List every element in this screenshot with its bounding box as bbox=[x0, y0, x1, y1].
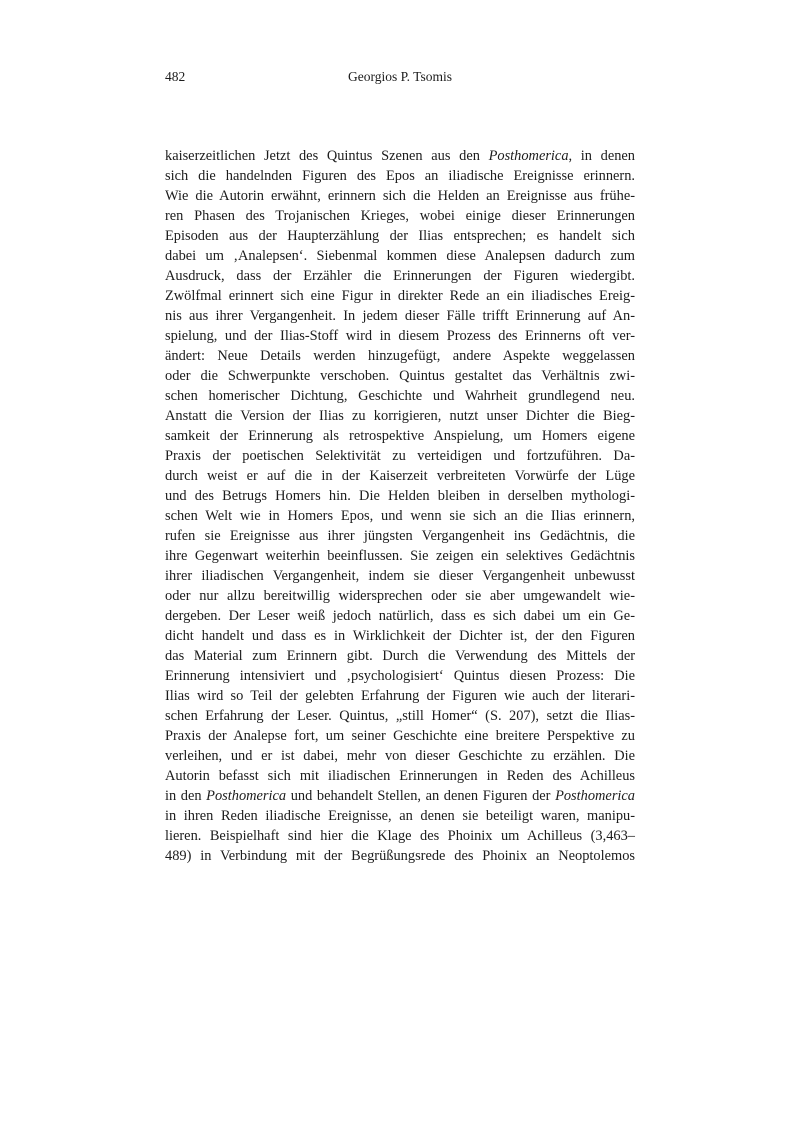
text-line: Wie die Autorin erwähnt, erinnern sich die Helden an Ereignisse aus frühe- bbox=[165, 188, 635, 204]
text-line: dicht handelt und dass es in Wirklichkeit der Dichter ist, der den Figuren bbox=[165, 628, 635, 644]
text-line: durch weist er auf die in der Kaiserzeit verbreiteten Vorwürfe der Lüge bbox=[165, 468, 635, 484]
text-line: ihre Gegenwart weiterhin beeinflussen. Sie zeigen ein selektives Gedächtnis bbox=[165, 548, 635, 564]
body-text bbox=[165, 146, 635, 866]
text-line: ändert: Neue Details werden hinzugefügt, andere Aspekte weggelassen bbox=[165, 348, 635, 364]
text-line: ren Phasen des Trojanischen Krieges, wobei einige dieser Erinnerungen bbox=[165, 208, 635, 224]
text-line: ihrer iliadischen Vergangenheit, indem sie dieser Vergangenheit unbewusst bbox=[165, 568, 635, 584]
text-line: verleihen, und er ist dabei, mehr von dieser Geschichte zu erzählen. Die bbox=[165, 748, 635, 764]
italic-text: Posthomerica bbox=[555, 788, 635, 804]
text-line: spielung, und der Ilias-Stoff wird in diesem Prozess des Erinnerns oft ver- bbox=[165, 328, 635, 344]
text-line: lieren. Beispielhaft sind hier die Klage des Phoinix um Achilleus (3,463– bbox=[165, 828, 635, 844]
running-head-author: Georgios P. Tsomis bbox=[348, 69, 452, 84]
text-line: dergeben. Der Leser weiß jedoch natürlich, dass es sich dabei um ein Ge- bbox=[165, 608, 635, 624]
page-number: 482 bbox=[165, 69, 186, 84]
italic-text: Posthomerica bbox=[488, 148, 569, 164]
text-line: Erinnerung intensiviert und ‚psychologisiert‘ Quintus diesen Prozess: Die bbox=[165, 668, 635, 684]
text-line: samkeit der Erinnerung als retrospektive Anspielung, um Homers eigene bbox=[165, 428, 635, 444]
text-line: kaiserzeitlichen Jetzt des Quintus Szenen aus den Posthomerica, in denen bbox=[165, 148, 635, 164]
text-line: Anstatt die Version der Ilias zu korrigieren, nutzt unser Dichter die Bieg- bbox=[165, 408, 635, 424]
text-line: Ausdruck, dass der Erzähler die Erinnerungen der Figuren wiedergibt. bbox=[165, 268, 635, 284]
text-line: sich die handelnden Figuren des Epos an iliadische Ereignisse erinnern. bbox=[165, 168, 635, 184]
text-line: Praxis der Analepse fort, um seiner Geschichte eine breitere Perspektive zu bbox=[165, 728, 635, 744]
text-line: Zwölfmal erinnert sich eine Figur in direkter Rede an ein iliadisches Ereig- bbox=[165, 288, 635, 304]
text-line: schen homerischer Dichtung, Geschichte und Wahrheit grundlegend neu. bbox=[165, 388, 635, 404]
text-line: Praxis der poetischen Selektivität zu verteidigen und fortzuführen. Da- bbox=[165, 448, 635, 464]
text-line: oder die Schwerpunkte verschoben. Quintus gestaltet das Verhältnis zwi- bbox=[165, 368, 635, 384]
text-line: schen Erfahrung der Leser. Quintus, „still Homer“ (S. 207), setzt die Ilias- bbox=[165, 708, 635, 724]
text-line: dabei um ‚Analepsen‘. Siebenmal kommen diese Analepsen dadurch zum bbox=[165, 248, 635, 264]
text-line: das Material zum Erinnern gibt. Durch die Verwendung des Mittels der bbox=[165, 648, 635, 664]
italic-text: Posthomerica bbox=[206, 788, 287, 804]
text-line: 489) in Verbindung mit der Begrüßungsrede des Phoinix an Neoptolemos bbox=[165, 848, 635, 864]
text-line: rufen sie Ereignisse aus ihrer jüngsten Vergangenheit ins Gedächtnis, die bbox=[165, 528, 635, 544]
text-line: oder nur allzu bereitwillig widersprechen oder sie aber umgewandelt wie- bbox=[165, 588, 635, 604]
text-line: in ihren Reden iliadische Ereignisse, an denen sie beteiligt waren, manipu- bbox=[165, 808, 635, 824]
text-line: Autorin befasst sich mit iliadischen Erinnerungen in Reden des Achilleus bbox=[165, 768, 635, 784]
text-line: Episoden aus der Haupterzählung der Ilias entsprechen; es handelt sich bbox=[165, 228, 635, 244]
page-header bbox=[165, 68, 635, 86]
text-line: und des Betrugs Homers hin. Die Helden bleiben in derselben mythologi- bbox=[165, 488, 635, 504]
text-line: nis aus ihrer Vergangenheit. In jedem dieser Fälle trifft Erinnerung auf An- bbox=[165, 308, 635, 324]
text-line: in den Posthomerica und behandelt Stellen, an denen Figuren der Posthomerica bbox=[165, 788, 635, 804]
text-line: Ilias wird so Teil der gelebten Erfahrung der Figuren wie auch der literari- bbox=[165, 688, 635, 704]
text-line: schen Welt wie in Homers Epos, und wenn sie sich an die Ilias erinnern, bbox=[165, 508, 635, 524]
